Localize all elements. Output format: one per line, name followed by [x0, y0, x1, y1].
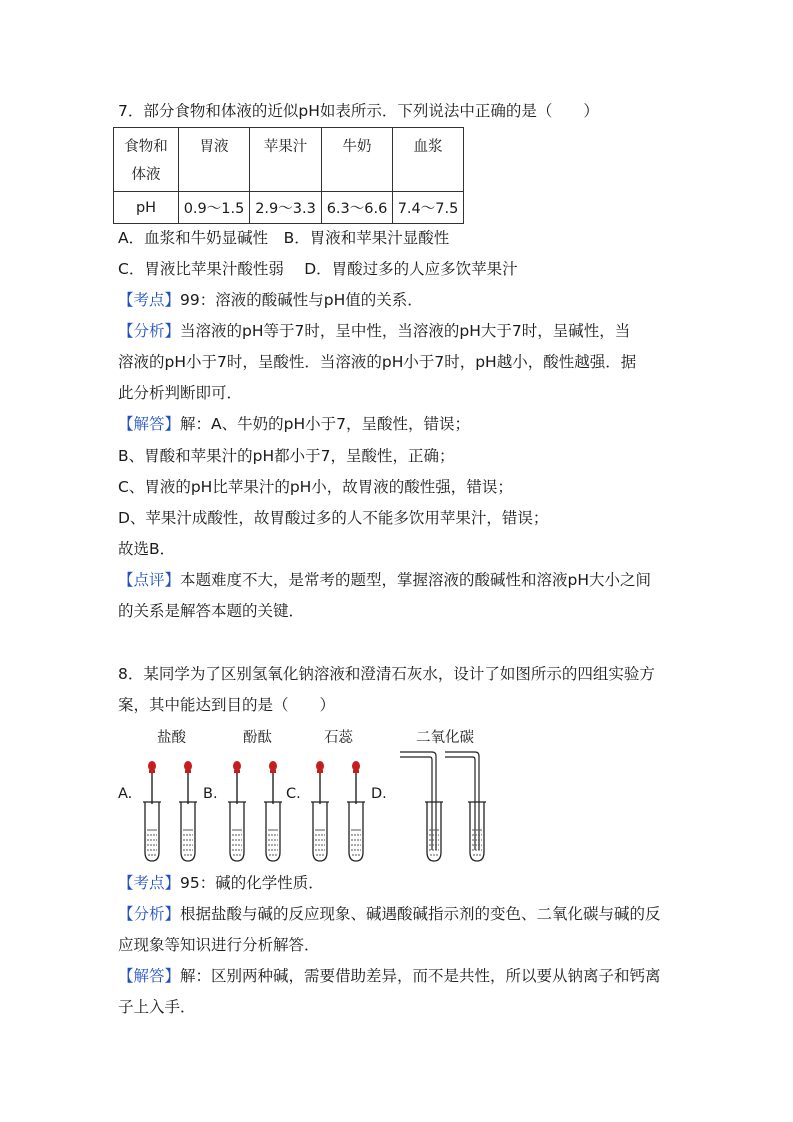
dianping-text-1: 本题难度不大，是常考的题型，掌握溶液的酸碱性和溶液pH大小之间	[180, 571, 652, 589]
q7-options-ab: A．血浆和牛奶显碱性 B．胃液和苹果汁显酸性	[118, 229, 450, 247]
header-plasma: 血浆	[393, 128, 464, 192]
option-b-label: B.	[203, 786, 218, 802]
ph-table	[113, 127, 464, 224]
q7-jieda-line-4: D、苹果汁成酸性，故胃酸过多的人不能多饮用苹果汁，错误；	[118, 509, 549, 527]
value-apple-juice: 2.9～3.3	[250, 192, 322, 224]
q8-jieda-line-1	[118, 966, 661, 986]
q7-options-cd: C．胃液比苹果汁酸性弱 D．胃酸过多的人应多饮苹果汁	[118, 260, 518, 278]
q8-stem-line-2: 案，其中能达到目的是（ ）	[118, 696, 336, 714]
table-corner-cell	[114, 128, 179, 192]
q8-fenxi-line-2: 应现象等知识进行分析解答．	[118, 936, 320, 954]
corner-line-1: 食物和	[124, 139, 168, 155]
option-b-apparatus	[228, 761, 282, 861]
option-a-apparatus	[143, 761, 197, 861]
q7-dianping-line-2: 的关系是解答本题的关键．	[118, 602, 305, 620]
q8-kaodian	[118, 873, 324, 893]
label-hydrochloric-acid: 盐酸	[157, 730, 186, 746]
kaodian-tag: 【考点】	[118, 291, 181, 309]
q8-jieda-tag: 【解答】	[118, 967, 181, 985]
q7-dianping-line-1	[118, 570, 651, 590]
option-d-apparatus	[400, 752, 486, 861]
option-d-label: D.	[371, 786, 387, 802]
q8-fenxi-line-1	[118, 904, 661, 924]
q7-jieda-line-3: C、胃液的pH比苹果汁的pH小，故胃液的酸性强，错误；	[118, 478, 513, 496]
q8-jieda-text-1: 解：区别两种碱，需要借助差异，而不是共性，所以要从钠离子和钙离	[180, 967, 661, 985]
label-phenolphthalein: 酚酞	[243, 730, 272, 746]
option-c-label: C.	[286, 786, 301, 802]
fenxi-tag: 【分析】	[118, 322, 181, 340]
q7-kaodian	[118, 290, 423, 310]
label-carbon-dioxide: 二氧化碳	[416, 730, 474, 746]
q7-stem: 7．部分食物和体液的近似pH如表所示．下列说法中正确的是（ ）	[118, 102, 599, 120]
option-a-label: A.	[118, 786, 133, 802]
kaodian-text: 99：溶液的酸碱性与pH值的关系．	[180, 291, 423, 309]
label-litmus: 石蕊	[324, 730, 353, 746]
header-gastric-juice: 胃液	[179, 128, 250, 192]
dianping-tag: 【点评】	[118, 571, 181, 589]
experiment-figure	[118, 722, 498, 867]
q8-fenxi-tag: 【分析】	[118, 905, 181, 923]
fenxi-text-1: 当溶液的pH等于7时，呈中性，当溶液的pH大于7时，呈碱性，当	[180, 322, 631, 340]
option-c-apparatus	[311, 761, 365, 861]
apparatus-drawing	[118, 722, 498, 867]
q8-fenxi-text-1: 根据盐酸与碱的反应现象、碱遇酸碱指示剂的变色、二氧化碳与碱的反	[180, 905, 661, 923]
q8-stem-line-1: 8．某同学为了区别氢氧化钠溶液和澄清石灰水，设计了如图所示的四组实验方	[118, 665, 655, 683]
value-plasma: 7.4～7.5	[393, 192, 464, 224]
q7-jieda-line-1	[118, 414, 470, 434]
q7-fenxi-line-1	[118, 321, 630, 341]
jieda-text-1: 解：A、牛奶的pH小于7，呈酸性，错误；	[180, 415, 470, 433]
q7-jieda-line-2: B、胃酸和苹果汁的pH都小于7，呈酸性，正确；	[118, 447, 455, 465]
header-apple-juice: 苹果汁	[250, 128, 322, 192]
corner-line-2: 体液	[131, 167, 161, 183]
q8-kaodian-tag: 【考点】	[118, 874, 181, 892]
value-milk: 6.3～6.6	[322, 192, 393, 224]
q7-fenxi-line-2: 溶液的pH小于7时，呈酸性．当溶液的pH小于7时，pH越小，酸性越强．据	[118, 353, 637, 371]
q7-fenxi-line-3: 此分析判断即可．	[118, 384, 243, 402]
q7-jieda-line-5: 故选B．	[118, 540, 176, 558]
jieda-tag: 【解答】	[118, 415, 181, 433]
q8-jieda-line-2: 子上入手．	[118, 998, 196, 1016]
q8-kaodian-text: 95：碱的化学性质．	[180, 874, 324, 892]
row-label-ph: pH	[114, 192, 179, 224]
value-gastric-juice: 0.9～1.5	[179, 192, 250, 224]
header-milk: 牛奶	[322, 128, 393, 192]
